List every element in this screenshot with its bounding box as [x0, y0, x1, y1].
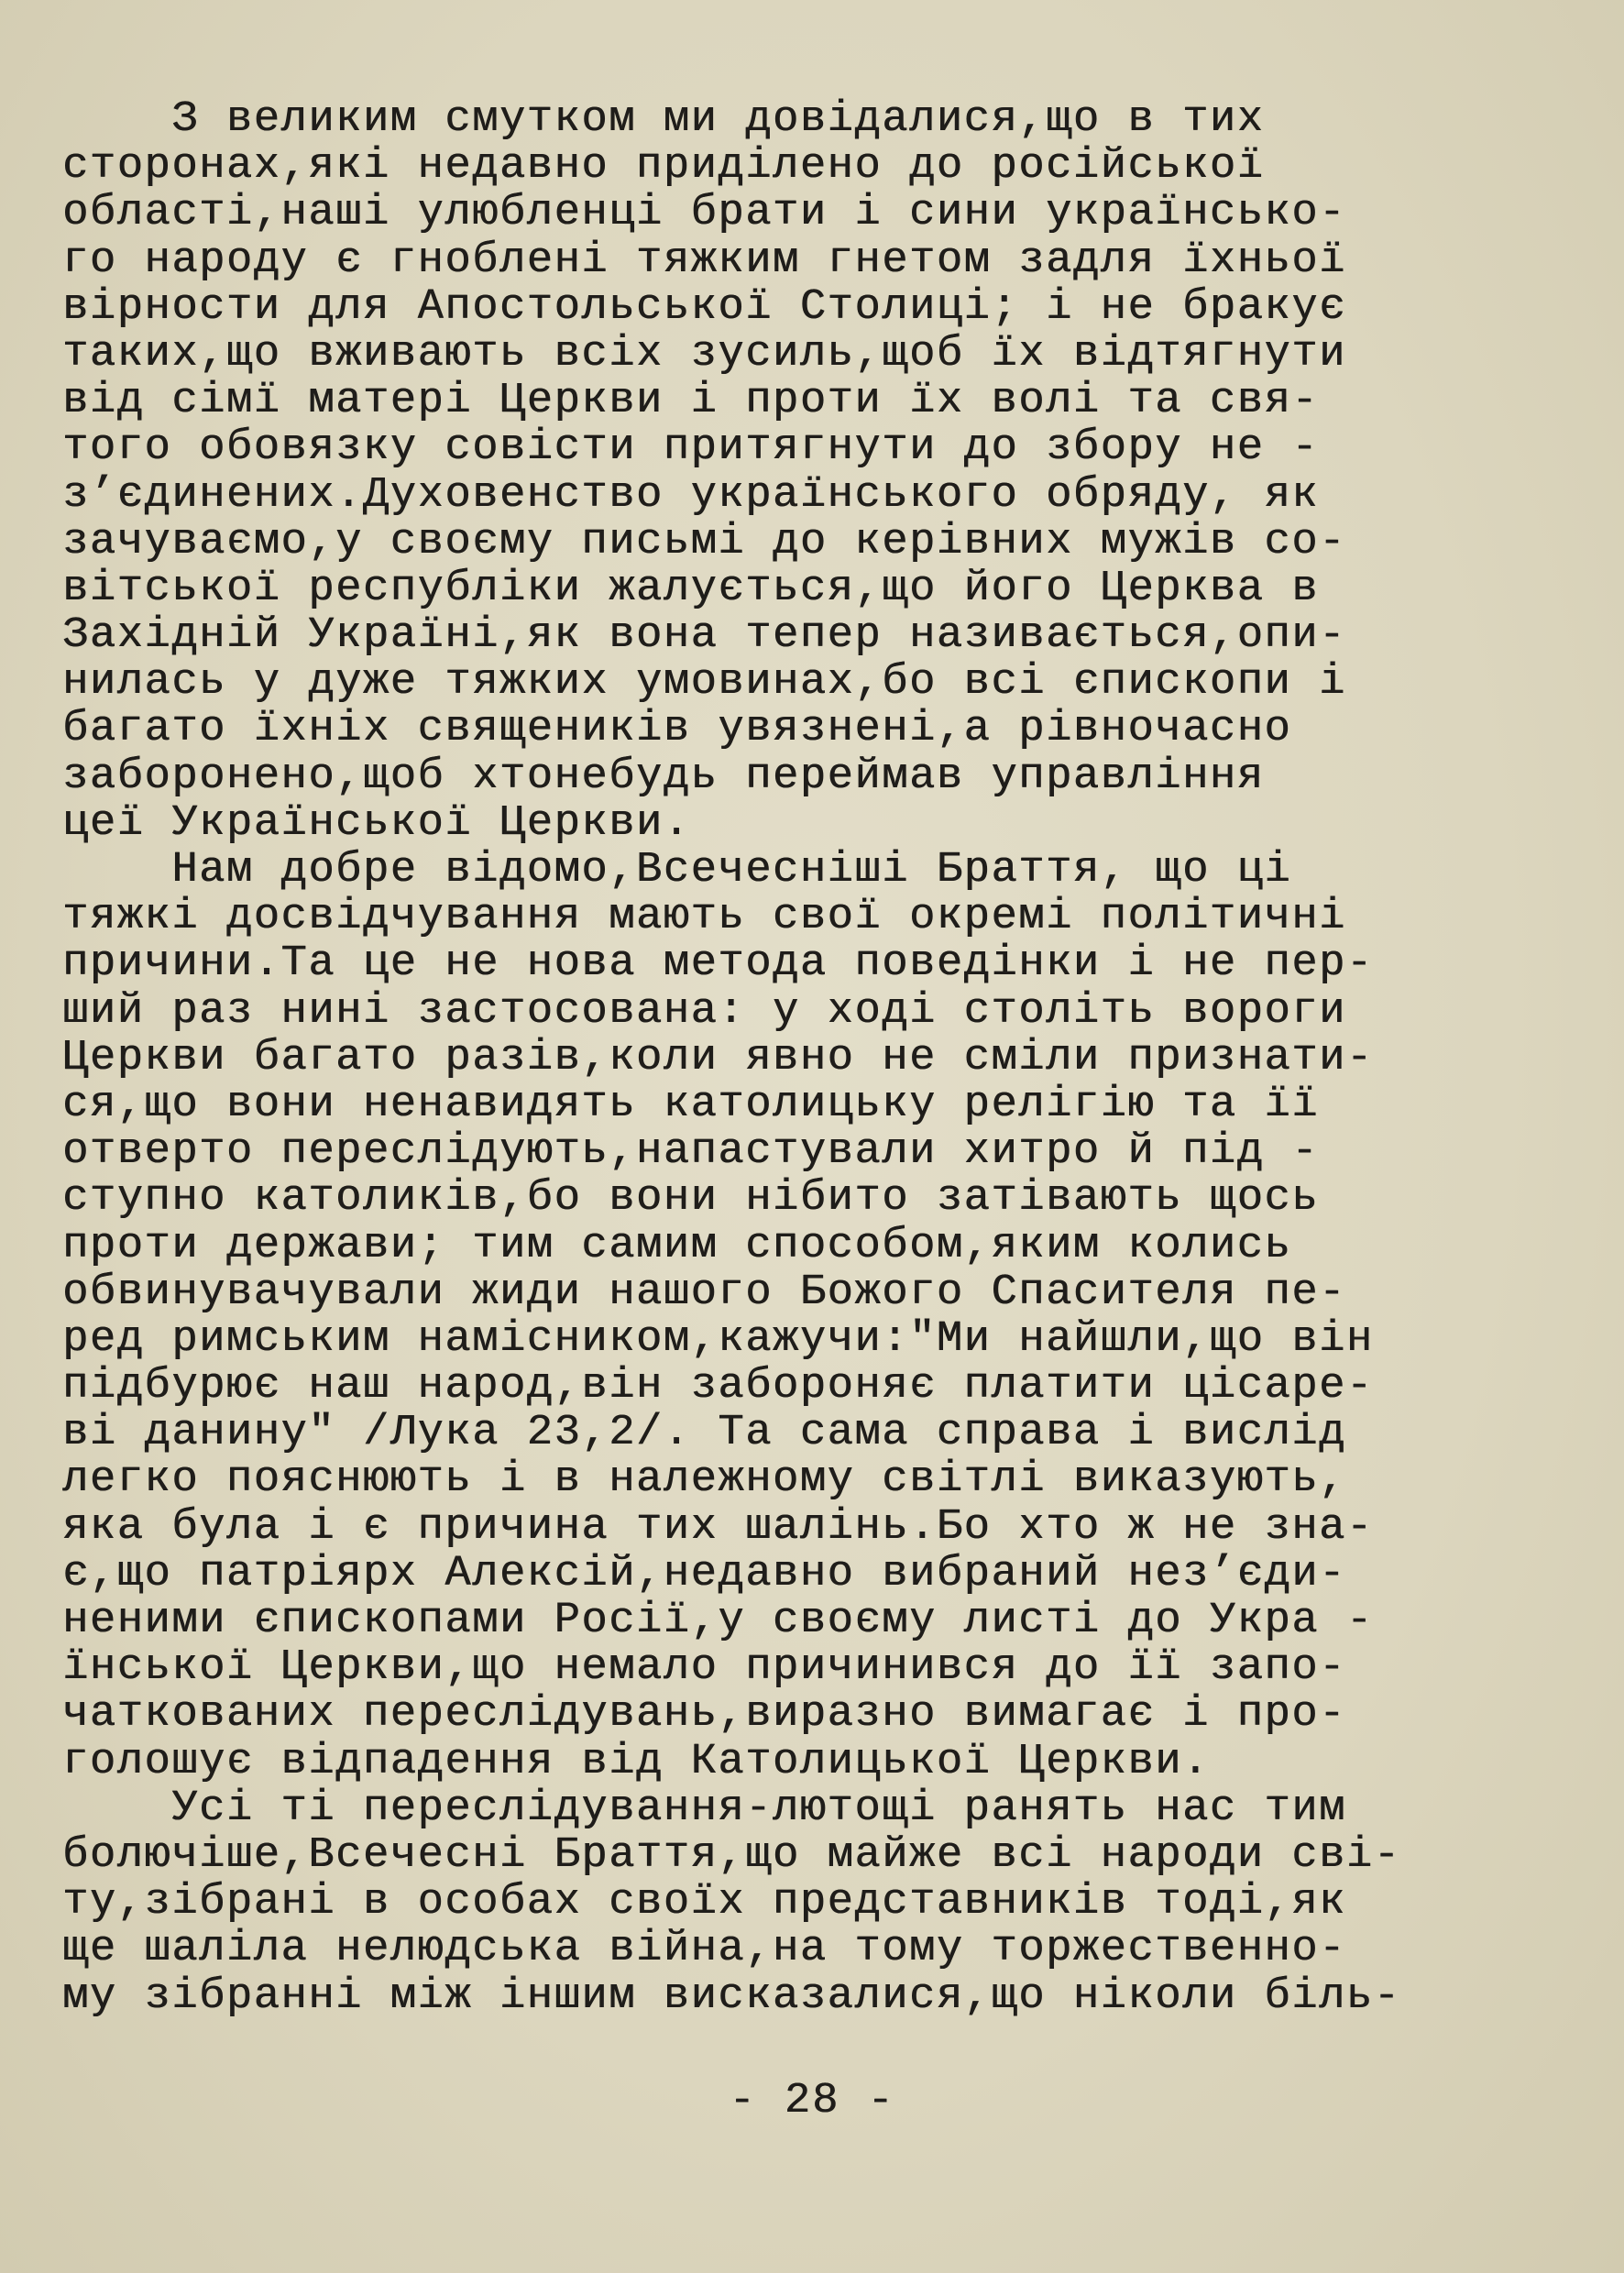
text-line-30: легко пояснюють і в належному світлі виказують,	[62, 1455, 1346, 1505]
text-line-39: ту,зібрані в особах своїх представників тоді,як	[62, 1878, 1346, 1927]
text-line-15: заборонено,щоб хтонебудь переймав управління	[62, 752, 1265, 801]
text-line-41: му зібранні між іншим висказалися,що ніколи біль-	[62, 1971, 1401, 2021]
text-line-4: го народу є гноблені тяжким гнетом задля їхньої	[62, 236, 1346, 285]
text-line-1: З великим смутком ми довідалися,що в тих	[62, 95, 1265, 144]
text-line-13: нилась у дуже тяжких умовинах,бо всі єпископи і	[62, 658, 1346, 708]
text-line-31: яка була і є причина тих шалінь.Бо хто ж не зна-	[62, 1502, 1374, 1552]
text-line-16: цеї Української Церкви.	[62, 798, 691, 848]
text-line-17: Нам добре відомо,Всечесніші Браття, що ці	[62, 846, 1292, 895]
text-line-6: таких,що вживають всіх зусиль,щоб їх відтягнути	[62, 329, 1346, 379]
text-line-21: Церкви багато разів,коли явно не сміли признати-	[62, 1033, 1374, 1082]
text-line-27: ред римським намісником,кажучи:"Ми найшли,що він	[62, 1314, 1374, 1364]
text-line-5: вірности для Апостольської Столиці; і не бракує	[62, 282, 1346, 332]
text-line-34: їнської Церкви,що немало причинився до її запо-	[62, 1643, 1346, 1693]
text-line-33: неними єпископами Росії,у своєму листі до Укра -	[62, 1597, 1374, 1645]
text-line-18: тяжкі досвідчування мають свої окремі політичні	[62, 893, 1346, 942]
text-line-7: від сімї матері Церкви і проти їх волі та свя-	[62, 377, 1320, 426]
text-line-37: Усі ті переслідування-лютощі ранять нас тим	[62, 1784, 1346, 1833]
body-text	[62, 96, 1584, 2020]
text-line-14: багато їхніх священиків увязнені,а рівночасно	[62, 705, 1292, 754]
text-line-26: обвинувачували жиди нашого Божого Спасителя пе-	[62, 1268, 1346, 1317]
text-line-29: ві данину" /Лука 23,2/. Та сама справа і вислід	[62, 1409, 1346, 1458]
text-line-36: голошує відпадення від Католицької Церкви.	[62, 1737, 1210, 1786]
text-line-32: є,що патріярх Алексій,недавно вибраний нез’єди-	[62, 1549, 1346, 1598]
text-line-11: вітської республіки жалується,що його Церква в	[62, 564, 1320, 613]
text-line-9: з’єдинених.Духовенство українського обряду, як	[62, 470, 1320, 520]
text-line-3: області,наші улюбленці брати і сини українсько-	[62, 189, 1346, 238]
text-line-12: Західній Україні,як вона тепер називається,опи-	[62, 611, 1346, 661]
text-line-19: причини.Та це не нова метода поведінки і не пер-	[62, 939, 1374, 989]
text-line-24: ступно католиків,бо вони нібито затівають щось	[62, 1174, 1320, 1224]
text-line-40: ще шаліла нелюдська війна,на тому торжественно-	[62, 1925, 1346, 1974]
text-line-35: чаткованих переслідувань,виразно вимагає і про-	[62, 1690, 1346, 1740]
text-line-38: болючіше,Всечесні Браття,що майже всі народи сві-	[62, 1830, 1401, 1880]
text-line-20: ший раз нині застосована: у ході століть вороги	[62, 986, 1346, 1036]
text-line-23: отверто переслідують,напастували хитро й під -	[62, 1127, 1320, 1177]
text-line-22: ся,що вони ненавидять католицьку релігію та її	[62, 1080, 1320, 1129]
text-line-25: проти держави; тим самим способом,яким колись	[62, 1221, 1292, 1270]
text-line-8: того обовязку совісти притягнути до збору не -	[62, 423, 1320, 473]
text-line-10: зачуваємо,у своєму письмі до керівних мужів со-	[62, 517, 1346, 566]
page-number: - 28 -	[729, 2077, 895, 2125]
text-line-2: сторонах,які недавно приділено до російської	[62, 142, 1265, 192]
text-line-28: підбурює наш народ,він забороняє платити цісаре-	[62, 1362, 1374, 1411]
